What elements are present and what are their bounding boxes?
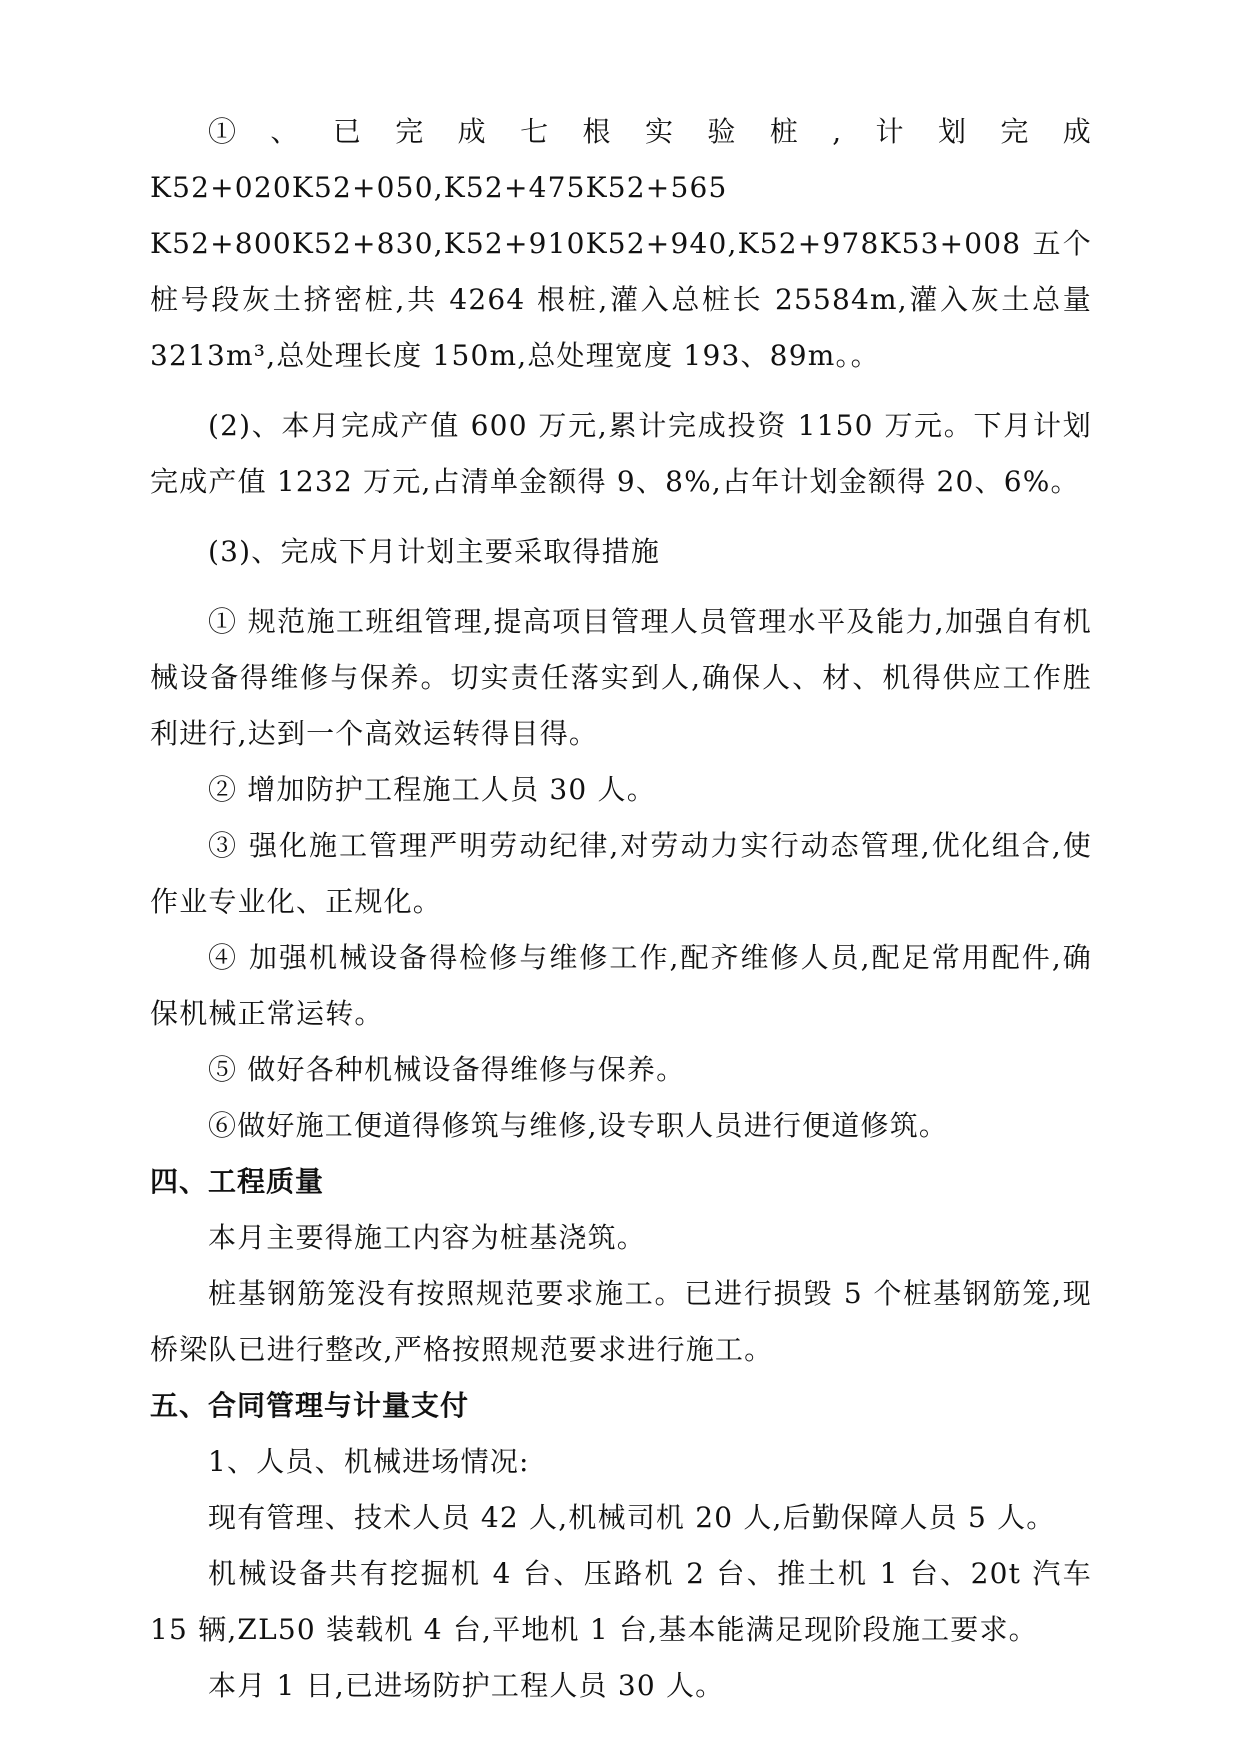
paragraph-measure-6: ⑥做好施工便道得修筑与维修,设专职人员进行便道修筑。	[208, 1109, 949, 1142]
paragraph-contract-1: 1、人员、机械进场情况:	[208, 1445, 530, 1478]
paragraph-completed-piles: ①、已完成七根实验桩,计划完成 K52+020K52+050,K52+475K52+565 K52+800K52+830,K52+910K52+940,K52+978K53+008 五个桩号段灰土挤密桩,共 4264 根桩,灌入总桩长 25584m,灌入灰土总量 3213m³,总处理长度 150m,总处理宽度 193、89m。。	[150, 115, 1092, 372]
paragraph-output-value: (2)、本月完成产值 600 万元,累计完成投资 1150 万元。下月计划完成产值 1232 万元,占清单金额得 9、8%,占年计划金额得 20、6%。	[150, 409, 1092, 498]
paragraph-quality-1: 本月主要得施工内容为桩基浇筑。	[208, 1221, 647, 1254]
paragraph-quality-2: 桩基钢筋笼没有按照规范要求施工。已进行损毁 5 个桩基钢筋笼,现桥梁队已进行整改,严格按照规范要求进行施工。	[150, 1277, 1092, 1366]
paragraph-measures-title: (3)、完成下月计划主要采取得措施	[208, 535, 661, 568]
section-heading-quality: 四、工程质量	[150, 1165, 325, 1198]
paragraph-contract-3: 机械设备共有挖掘机 4 台、压路机 2 台、推土机 1 台、20t 汽车 15 辆,ZL50 装载机 4 台,平地机 1 台,基本能满足现阶段施工要求。	[150, 1557, 1092, 1646]
document-page	[150, 104, 1092, 1714]
paragraph-measure-4: ④ 加强机械设备得检修与维修工作,配齐维修人员,配足常用配件,确保机械正常运转。	[150, 941, 1092, 1030]
paragraph-measure-5: ⑤ 做好各种机械设备得维修与保养。	[208, 1053, 686, 1086]
paragraph-measure-3: ③ 强化施工管理严明劳动纪律,对劳动力实行动态管理,优化组合,使作业专业化、正规化。	[150, 829, 1092, 918]
section-heading-contract: 五、合同管理与计量支付	[150, 1389, 470, 1422]
paragraph-measure-1: ① 规范施工班组管理,提高项目管理人员管理水平及能力,加强自有机械设备得维修与保养。切实责任落实到人,确保人、材、机得供应工作胜利进行,达到一个高效运转得目得。	[150, 605, 1092, 750]
paragraph-measure-2: ② 增加防护工程施工人员 30 人。	[208, 773, 656, 806]
paragraph-contract-2: 现有管理、技术人员 42 人,机械司机 20 人,后勤保障人员 5 人。	[208, 1501, 1056, 1534]
paragraph-contract-4: 本月 1 日,已进场防护工程人员 30 人。	[208, 1669, 725, 1702]
